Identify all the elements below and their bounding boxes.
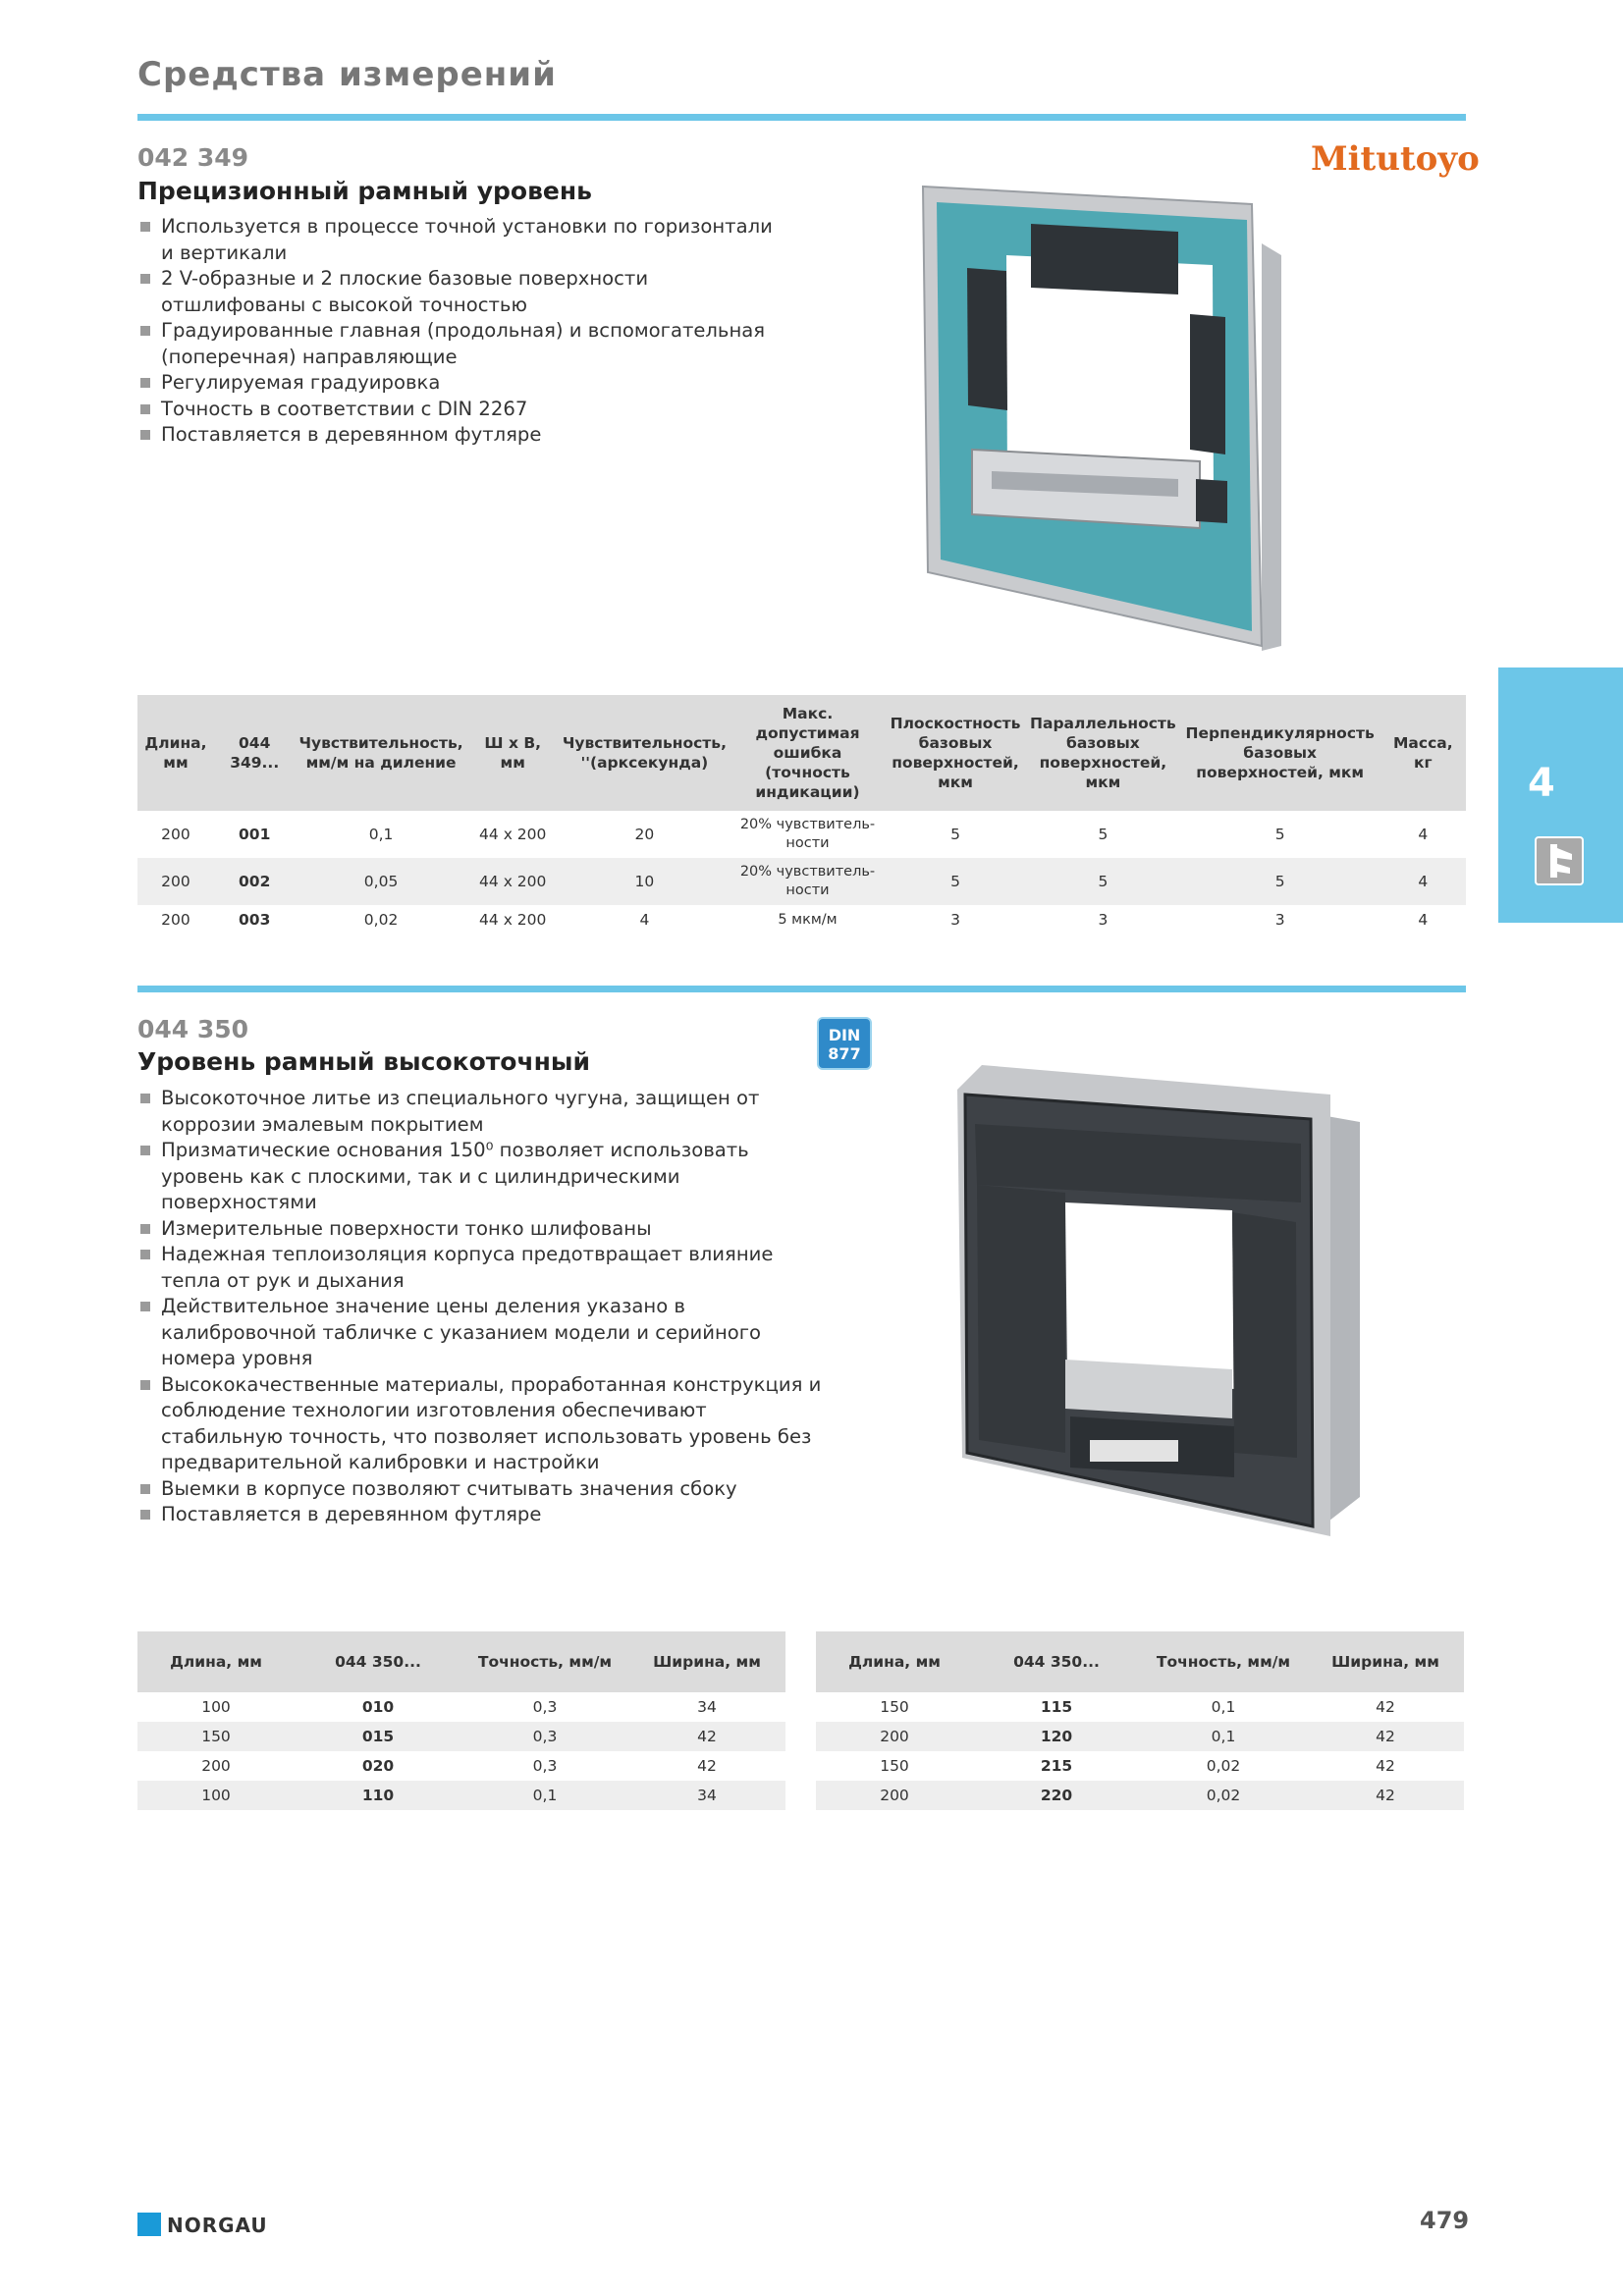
caliper-icon [1535, 836, 1584, 885]
table-cell: 0,1 [1211, 1698, 1236, 1716]
din-badge-line2: 877 [828, 1044, 861, 1063]
product2-title: Уровень рамный высокоточный [137, 1047, 590, 1076]
feature-item: Выемки в корпусе позволяют считывать значения сбоку [137, 1476, 825, 1503]
table-row [137, 905, 1466, 934]
table-cell: 42 [1376, 1757, 1395, 1775]
table-header-cell: Точность, мм/м [1140, 1631, 1307, 1692]
table-cell: 0,02 [363, 911, 399, 929]
feature-item: Градуированные главная (продольная) и вспомогательная (поперечная) направляющие [137, 318, 785, 370]
table-header-cell: Параллельность базовых поверхностей, мкм [1026, 695, 1180, 811]
table-cell: 002 [214, 858, 296, 905]
table-header-cell: 044 349... [214, 695, 296, 811]
feature-item: 2 V-образные и 2 плоские базовые поверхности отшлифованы с высокой точностью [137, 266, 785, 318]
table-row [816, 1781, 1464, 1810]
table-cell: 4 [1418, 826, 1429, 843]
table-cell: 4 [1418, 911, 1429, 929]
table-cell: 200 [816, 1781, 973, 1810]
table-cell: 42 [1307, 1722, 1464, 1751]
section-title: Средства измерений [137, 55, 557, 94]
feature-item: Высококачественные материалы, проработанная конструкция и соблюдение технологии изготовления обеспечивают стабильную точность, что позволяет использовать уровень без предварительной калибровки и настройки [137, 1372, 825, 1476]
table-cell: 100 [201, 1698, 231, 1716]
table-row [816, 1722, 1464, 1751]
table-cell: 5 [1180, 858, 1380, 905]
table-cell: 5 мкм/м [778, 911, 838, 928]
table-cell: 20% чувствитель-ности [739, 817, 876, 851]
chapter-number: 4 [1528, 761, 1555, 806]
table-cell: 5 [950, 826, 960, 843]
table-cell: 0,02 [1140, 1781, 1307, 1810]
table-cell: 44 x 200 [467, 858, 559, 905]
table-row [137, 811, 1466, 858]
table-cell: 0,3 [461, 1722, 628, 1751]
table-row [137, 1751, 785, 1781]
table-cell: 020 [361, 1757, 395, 1775]
table-cell: 110 [295, 1781, 461, 1810]
feature-item: Регулируемая градуировка [137, 370, 785, 397]
table-cell: 115 [1040, 1698, 1073, 1716]
table-cell: 003 [239, 911, 271, 929]
table-cell: 120 [973, 1722, 1140, 1751]
table-cell: 3 [950, 911, 960, 929]
product1-title: Прецизионный рамный уровень [137, 177, 592, 205]
page-number: 479 [1420, 2207, 1470, 2234]
table-cell: 0,05 [295, 858, 466, 905]
table-row [816, 1751, 1464, 1781]
table-header-cell: Масса, кг [1380, 695, 1466, 811]
product2-image [947, 1065, 1370, 1546]
table-cell: 5 [1026, 858, 1180, 905]
table-cell: 10 [559, 858, 730, 905]
brand-logo: Mitutoyo [1311, 139, 1480, 179]
table-header-cell: Чувствительность, мм/м на диление [295, 695, 466, 811]
din-badge-line1: DIN [828, 1026, 861, 1044]
feature-item: Высокоточное литье из специального чугуна, защищен от коррозии эмалевым покрытием [137, 1086, 825, 1138]
product1-code: 042 349 [137, 143, 249, 172]
table-cell: 220 [973, 1781, 1140, 1810]
table-header-cell: Перпендикулярность базовых поверхностей, мкм [1180, 695, 1380, 811]
table-cell: 44 x 200 [479, 911, 547, 929]
table-cell: 42 [628, 1722, 785, 1751]
table-cell: 5 [1098, 826, 1109, 843]
table-cell: 150 [880, 1757, 909, 1775]
table-cell: 4 [639, 911, 650, 929]
table-cell: 20 [634, 826, 655, 843]
product1-image [913, 185, 1286, 656]
table-header-cell: 044 350... [295, 1631, 461, 1692]
table-cell: 0,1 [461, 1781, 628, 1810]
table-cell: 42 [1307, 1781, 1464, 1810]
table-cell: 100 [137, 1781, 295, 1810]
table-cell: 215 [1040, 1757, 1073, 1775]
table-cell: 200 [161, 911, 190, 929]
table-cell: 0,1 [1140, 1722, 1307, 1751]
table-cell: 5 [885, 858, 1026, 905]
table-header-cell: Точность, мм/м [461, 1631, 628, 1692]
table-cell: 150 [880, 1698, 909, 1716]
feature-item: Поставляется в деревянном футляре [137, 422, 785, 449]
table-cell: 200 [816, 1722, 973, 1751]
feature-item: Измерительные поверхности тонко шлифованы [137, 1216, 825, 1243]
feature-item: Призматические основания 150⁰ позволяет использовать уровень как с плоскими, так и с цилиндрическими поверхностями [137, 1138, 825, 1216]
table-header-cell: Длина, мм [137, 695, 214, 811]
din-877-badge [817, 1017, 872, 1070]
table-cell: 0,02 [1206, 1757, 1241, 1775]
table-cell: 4 [1380, 858, 1466, 905]
table-cell: 44 x 200 [479, 826, 547, 843]
table-cell: 200 [137, 858, 214, 905]
table-header-cell: Ш x В, мм [467, 695, 559, 811]
table-cell: 0,1 [368, 826, 394, 843]
table-cell: 150 [137, 1722, 295, 1751]
top-divider [137, 114, 1466, 121]
product2-table-left [137, 1631, 785, 1810]
table-row [137, 858, 1466, 905]
table-cell: 42 [697, 1757, 717, 1775]
table-row [816, 1692, 1464, 1722]
table-header-cell: Плоскостность базовых поверхностей, мкм [885, 695, 1026, 811]
table-cell: 42 [1376, 1698, 1395, 1716]
feature-item: Надежная теплоизоляция корпуса предотвращает влияние тепла от рук и дыхания [137, 1242, 825, 1294]
feature-item: Поставляется в деревянном футляре [137, 1502, 825, 1528]
feature-item: Точность в соответствии с DIN 2267 [137, 397, 785, 423]
table-cell: 015 [295, 1722, 461, 1751]
table-header-cell: Макс. допустимая ошибка (точность индикации) [730, 695, 885, 811]
table-cell: 3 [1274, 911, 1285, 929]
product1-spec-table [137, 695, 1466, 934]
product1-feature-list [137, 214, 785, 449]
table-header-cell: Чувствительность, ''(арксекунда) [559, 695, 730, 811]
table-row [137, 1722, 785, 1751]
table-cell: 5 [1274, 826, 1285, 843]
table-cell: 200 [161, 826, 190, 843]
middle-divider [137, 986, 1466, 992]
table-header-cell: Длина, мм [137, 1631, 295, 1692]
feature-item: Действительное значение цены деления указано в калибровочной табличке с указанием модели и серийного номера уровня [137, 1294, 825, 1372]
table-row [137, 1692, 785, 1722]
table-row [137, 1781, 785, 1810]
table-cell: 001 [239, 826, 271, 843]
table-header-cell: Длина, мм [816, 1631, 973, 1692]
norgau-logo-icon [137, 2213, 161, 2236]
table-cell: 34 [697, 1698, 717, 1716]
product2-code: 044 350 [137, 1015, 249, 1043]
table-header-cell: Ширина, мм [628, 1631, 785, 1692]
table-header-cell: 044 350... [973, 1631, 1140, 1692]
table-cell: 0,3 [532, 1757, 558, 1775]
footer-logo: NORGAU [167, 2214, 268, 2237]
table-cell: 3 [1098, 911, 1109, 929]
product2-feature-list [137, 1086, 825, 1528]
product2-table-right [816, 1631, 1464, 1810]
feature-item: Используется в процессе точной установки по горизонтали и вертикали [137, 214, 785, 266]
table-cell: 20% чувствитель-ности [730, 858, 885, 905]
table-cell: 0,3 [532, 1698, 558, 1716]
table-cell: 200 [201, 1757, 231, 1775]
table-header-cell: Ширина, мм [1307, 1631, 1464, 1692]
table-cell: 010 [361, 1698, 395, 1716]
table-cell: 34 [628, 1781, 785, 1810]
